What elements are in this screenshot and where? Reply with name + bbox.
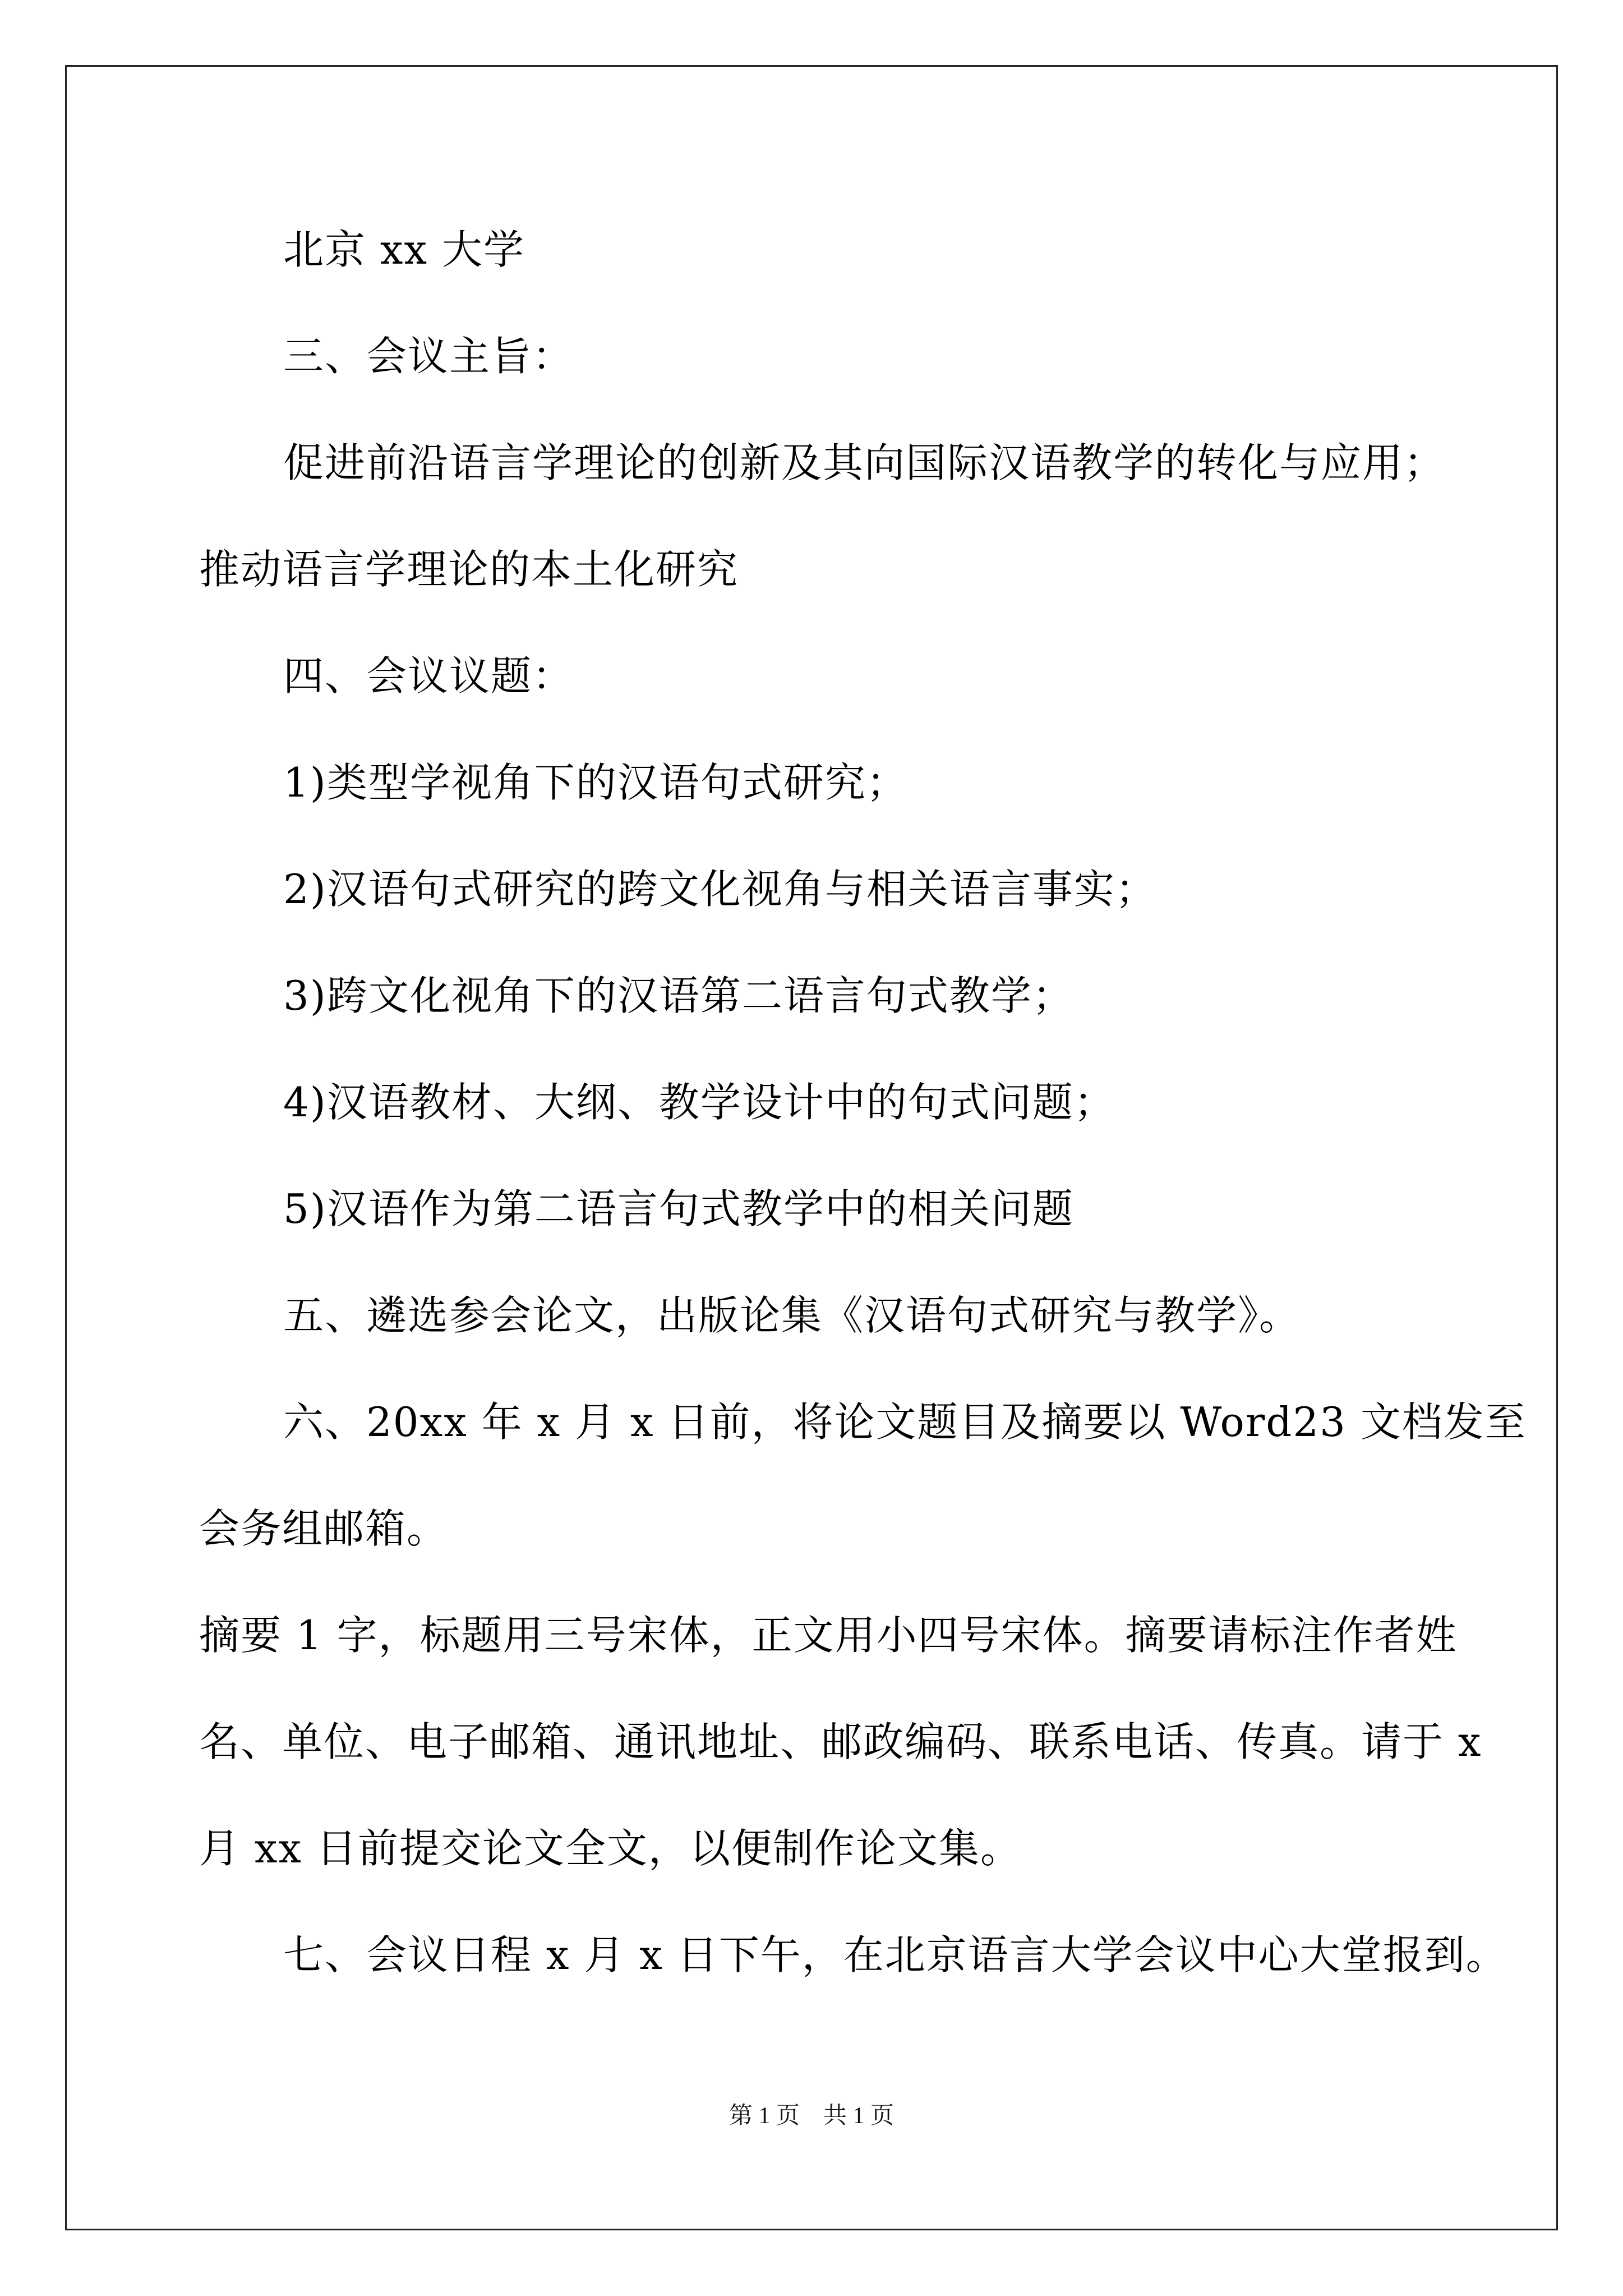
section-6-line-2: 会务组邮箱。 — [199, 1505, 449, 1552]
topic-4: 4)汉语教材、大纲、教学设计中的句式问题； — [283, 1079, 1115, 1126]
abstract-line-1: 摘要 1 字，标题用三号宋体，正文用小四号宋体。摘要请标注作者姓 — [199, 1612, 1458, 1659]
page-border — [65, 65, 1558, 2230]
topic-1: 1)类型学视角下的汉语句式研究； — [283, 759, 908, 806]
abstract-line-2: 名、单位、电子邮箱、通讯地址、邮政编码、联系电话、传真。请于 x — [199, 1718, 1482, 1765]
section-5-line: 五、遴选参会论文，出版论集《汉语句式研究与教学》。 — [283, 1292, 1301, 1339]
page-footer: 第 1 页 共 1 页 — [728, 2103, 894, 2129]
university-line: 北京 xx 大学 — [283, 226, 525, 273]
topic-5: 5)汉语作为第二语言句式教学中的相关问题 — [283, 1185, 1074, 1232]
purpose-line-1: 促进前沿语言学理论的创新及其向国际汉语教学的转化与应用； — [283, 439, 1446, 486]
purpose-line-2: 推动语言学理论的本土化研究 — [199, 546, 739, 593]
section-7-line: 七、会议日程 x 月 x 日下午，在北京语言大学会议中心大堂报到。 — [283, 1931, 1507, 1978]
topic-3: 3)跨文化视角下的汉语第二语言句式教学； — [283, 972, 1074, 1019]
section-3-heading: 三、会议主旨： — [283, 333, 574, 380]
section-6-line-1: 六、20xx 年 x 月 x 日前，将论文题目及摘要以 Word23 文档发至 — [283, 1398, 1527, 1446]
section-4-heading: 四、会议议题： — [283, 652, 574, 700]
topic-2: 2)汉语句式研究的跨文化视角与相关语言事实； — [283, 866, 1157, 913]
abstract-line-3: 月 xx 日前提交论文全文，以便制作论文集。 — [199, 1825, 1022, 1872]
